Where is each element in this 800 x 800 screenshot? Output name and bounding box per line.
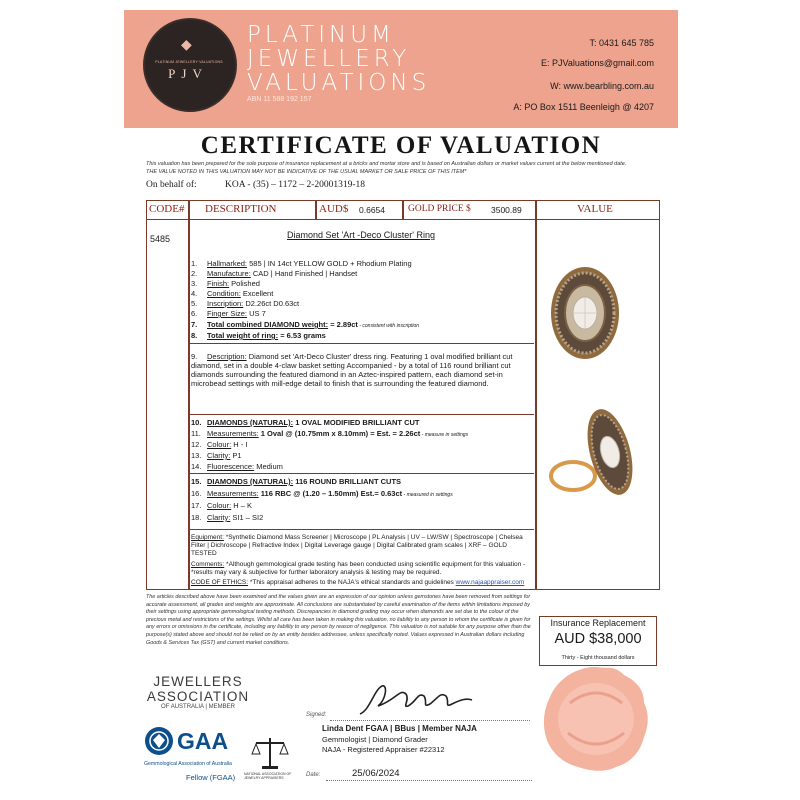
contact-email: E: PJValuations@gmail.com [540,58,654,68]
ja-logo-line-3: OF AUSTRALIA | MEMBER [161,704,235,710]
list-item: 6. Finger Size: US 7 [191,309,266,318]
divider [188,343,534,344]
list-item: 11. Measurements: 1 Oval @ (10.75mm x 8.10mm) = Est. = 2.26ct - measure in settings [191,429,469,438]
divider [188,473,534,474]
list-item: 10. DIAMONDS (NATURAL): 1 OVAL MODIFIED BRILLIANT CUT [191,418,420,427]
gaa-logo: GAA [177,728,229,754]
list-item: 5. Inscription: D2.26ct D0.63ct [191,299,300,308]
header-code: CODE# [149,203,185,215]
ethics-link[interactable]: www.najaappraiser.com [455,579,525,586]
divider [188,529,534,530]
ethics-text: CODE OF ETHICS: *This appraisal adheres to the NAJA's ethical standards and guidelines www.najaappraiser.com [191,579,525,586]
insurance-value: AUD $38,000 [554,631,642,647]
contact-web: W: www.bearbling.com.au [550,81,654,91]
list-item: 4. Condition: Excellent [191,289,274,298]
intro-line-2: THE VALUE NOTED IN THIS VALUATION MAY NOT BE INDICATIVE OF THE USUAL MARKET OR SALE PRICE OF THIS ITEM* [146,169,467,175]
appraiser-title: Gemmologist | Diamond Grader [322,735,428,744]
signed-label: Signed: [306,712,327,718]
table-divider [315,201,317,219]
comments-text: Comments: *Although gemmological grade testing has been conducted using scientific equipment for this valuation - *results may vary & subjective for further laboratory analysis & testing may be required. [191,561,526,576]
scales-icon [250,736,290,770]
equipment-text: Equipment: *Synthetic Diamond Mass Screener | Microscope | PL Analysis | UV – LW/SW | Spectroscope | Chelsea Filter | Dichroscope | Refractive Index | Digital Leverage gauge | Digital Calibrated gram scales | XRF – GOLD TESTED [191,534,523,557]
ring-side-image [548,404,644,524]
brand-line-2: JEWELLERY [247,46,411,72]
disclaimer: The articles described above have been examined and the values given are an expression of our opinion unless gemstones have been removed from settings for accurate assessment, all grades and weights are approximate. All conclusions are substantiated by careful examination of the items within limitations imposed by their settings using appropriate gemmological testing methods. Discrepancies in diamond grading may occur when diamonds are set due to the colour of the precious metal and restrictions of the settings. Whilst all care has been taken in making this valuation, no liability to any person to whom the certificate is given for any errors or omissions in the certificate, including any liability to any person by reason of negligence. This valuation is not suitable for any purpose other than the purpose(s) stated above and should not be relied on by an entity besides addressee, unless specifically noted. Values expressed in Australian dollars including Goods & Services Tax (GST) and current market conditions. [146,594,531,646]
gaa-fellow: Fellow (FGAA) [186,773,236,782]
list-item: 7. Total combined DIAMOND weight: = 2.89ct - consistent with inscription [191,320,420,329]
intro-line-1: This valuation has been prepared for the sole purpose of insurance replacement at a bricks and mortar store and is based on Australian dollars or market values current at the below mentioned date. [146,161,627,167]
gaa-emblem-icon [144,726,174,756]
ja-logo-line-1: JEWELLERS [153,674,243,689]
list-item: 12. Colour: H - I [191,440,248,449]
header-aud-value: 0.6654 [359,205,385,215]
list-item: 15. DIAMONDS (NATURAL): 116 ROUND BRILLIANT CUTS [191,477,402,486]
item-code: 5485 [150,234,171,244]
list-item: 13. Clarity: P1 [191,451,242,460]
brand-line-3: VALUATIONS [247,70,431,96]
insurance-words: Thirty - Eight thousand dollars [561,655,635,661]
contact-address: A: PO Box 1511 Beenleigh @ 4207 [513,102,654,112]
date-line [326,780,532,782]
signature [356,680,476,720]
ja-logo-line-2: ASSOCIATION [146,689,250,704]
appraiser-registration: NAJA - Registered Appraiser #22312 [322,745,445,754]
certificate-title: CERTIFICATE OF VALUATION [200,132,602,159]
diamond-icon: ◆ [181,36,192,52]
table-divider [535,201,537,589]
list-item: 8. Total weight of ring: = 6.53 grams [191,331,326,340]
naja-logo-text: NATIONAL ASSOCIATION OF JEWELRY APPRAISERS [244,772,292,780]
list-item: 3. Finish: Polished [191,279,260,288]
on-behalf-label: On behalf of: [146,180,197,190]
list-item: 1. Hallmarked: 585 | IN 14ct YELLOW GOLD + Rhodium Plating [191,259,412,268]
header-gold-label: GOLD PRICE $ [408,204,471,214]
brand-line-1: PLATINUM [247,22,395,48]
divider [188,414,534,415]
logo-small-text: PLATINUM JEWELLERY VALUATIONS [155,60,223,64]
list-item: 17. Colour: H – K [191,501,253,510]
list-item: 14. Fluorescence: Medium [191,462,283,471]
header-description: DESCRIPTION [205,203,277,215]
list-item: 16. Measurements: 116 RBC @ (1.20 – 1.50mm) Est.= 0.63ct - measured in settings [191,489,453,498]
abn: ABN 11 588 192 157 [247,96,312,103]
insurance-label: Insurance Replacement [550,618,646,628]
logo-letters: PJV [168,66,208,81]
header-gold-value: 3500.89 [491,205,522,215]
header-aud-label: AUD$ [319,203,349,215]
ring-top-image [548,263,622,363]
signature-line [330,720,530,722]
date-value: 25/06/2024 [352,768,400,779]
wax-seal [540,663,652,775]
list-item: 9. Description: Diamond set 'Art-Deco Cluster' dress ring. Featuring 1 oval modified brilliant cut diamond, set in a double 4-claw basket setting Accompanied - by a total of 116 round brilliant cut diamonds surrounding the featured diamond in an Aztec-inspired pattern, each diamond set-in microbead settings with mill-edge detail to finish that is surrounding the featured diamond. [191,352,513,388]
date-label: Date: [306,772,321,778]
item-title: Diamond Set 'Art -Deco Cluster' Ring [287,230,435,240]
table-divider [402,201,404,219]
contact-phone: T: 0431 645 785 [589,38,654,48]
list-item: 2. Manufacture: CAD | Hand Finished | Handset [191,269,358,278]
logo [143,18,237,112]
appraiser-name: Linda Dent FGAA | BBus | Member NAJA [322,724,477,733]
table-divider [188,201,190,589]
table-header-line [147,219,659,220]
on-behalf-value: KOA - (35) – 1172 – 2-20001319-18 [225,180,366,190]
header-value: VALUE [577,203,613,215]
gaa-subtitle: Gemmological Association of Australia [144,761,232,767]
list-item: 18. Clarity: SI1 – SI2 [191,513,264,522]
